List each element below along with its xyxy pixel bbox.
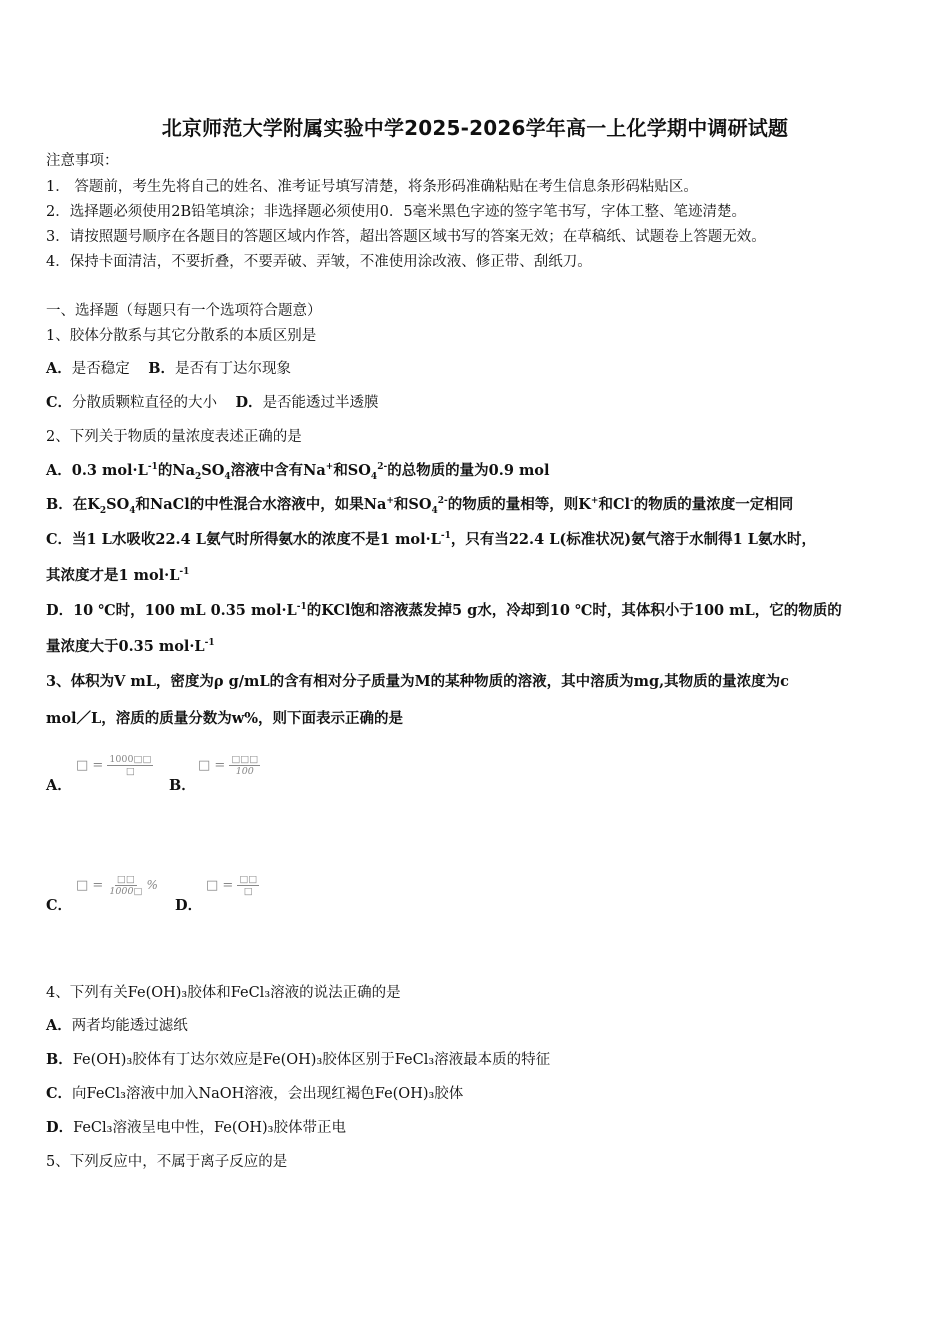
option-c-label: C．: [46, 531, 73, 548]
option-b-label: B．: [148, 360, 175, 377]
question-3-stem-line2: mol／L，溶质的质量分数为w%，则下面表示正确的是: [46, 710, 403, 727]
superscript: +: [386, 496, 394, 507]
text-part: 当1 L水吸收22.4 L氨气时所得氨水的浓度不是1 mol·L: [72, 531, 441, 548]
option-c-text: 分散质颗粒直径的大小: [72, 395, 218, 411]
notice-item-4: 4．保持卡面清洁，不要折叠，不要弄破、弄皱，不准使用涂改液、修正带、刮纸刀。: [46, 254, 592, 270]
superscript: 2-: [377, 462, 388, 473]
notice-item-2: 2．选择题必须使用2B铅笔填涂；非选择题必须使用0．5毫米黑色字迹的签字笔书写，字体工整、笔迹清楚。: [46, 204, 747, 220]
formula-percent: %: [146, 878, 158, 892]
formula-numerator: □□□: [231, 753, 259, 765]
question-1-stem: 1、胶体分散系与其它分散系的本质区别是: [46, 328, 317, 344]
option-d-text: FeCl₃溶液呈电中性，Fe(OH)₃胶体带正电: [73, 1120, 346, 1136]
formula-fraction: [107, 874, 144, 897]
formula-denominator: □: [125, 765, 135, 777]
text-part: 和NaCl的中性混合水溶液中，如果Na: [135, 496, 387, 513]
formula-numerator: □□: [116, 873, 135, 885]
notice-item-1: 1． 答题前，考生先将自己的姓名、准考证号填写清楚，将条形码准确粘贴在考生信息条形码粘贴区。: [46, 179, 698, 195]
text-part: 其浓度才是1 mol·L: [46, 567, 180, 584]
superscript: -1: [296, 602, 307, 613]
option-a-label: A．: [46, 462, 72, 479]
option-a-label: A．: [46, 1017, 72, 1034]
text-part: SO: [201, 462, 225, 479]
option-a-label: A．: [46, 360, 72, 377]
question-4-option-c: [46, 1084, 463, 1104]
question-1-options-cd: [46, 393, 379, 413]
text-part: SO: [106, 496, 130, 513]
formula-denominator: □: [243, 885, 253, 897]
question-5-stem: 5、下列反应中，不属于离子反应的是: [46, 1154, 288, 1170]
subscript: 2: [99, 505, 107, 516]
formula-denominator: 1000□: [109, 885, 143, 897]
question-2-option-d-line1: [46, 601, 842, 621]
question-4-option-a: [46, 1016, 188, 1036]
option-c-label: C．: [46, 897, 73, 914]
section-heading: 一、选择题（每题只有一个选项符合题意）: [46, 303, 322, 319]
option-b-label: B．: [46, 1051, 73, 1068]
question-4-option-d: [46, 1118, 346, 1138]
option-a-label: A．: [46, 777, 72, 794]
text-part: 的Na: [157, 462, 195, 479]
question-1-options-ab: [46, 359, 291, 379]
question-2-option-b: [46, 495, 793, 515]
formula-d-image: [206, 868, 259, 902]
formula-numerator: 1000□□: [109, 753, 152, 765]
notice-heading: 注意事项：: [46, 153, 119, 169]
formula-numerator: □□: [239, 873, 258, 885]
text-part: 的物质的量浓度一定相同: [633, 496, 794, 513]
option-a-text: 是否稳定: [71, 361, 130, 377]
question-4-stem: 4、下列有关Fe(OH)₃胶体和FeCl₃溶液的说法正确的是: [46, 985, 401, 1001]
text-part: 在K: [72, 496, 100, 513]
subscript: 4: [224, 471, 231, 482]
option-b-text: 是否有丁达尔现象: [174, 361, 291, 377]
text-part: 和Cl: [598, 496, 631, 513]
superscript: -1: [179, 567, 190, 578]
option-a-text: 两者均能透过滤纸: [71, 1018, 188, 1034]
formula-fraction: [107, 754, 153, 777]
option-c-label: C．: [46, 1085, 73, 1102]
option-d-label: D．: [46, 602, 74, 619]
question-2-option-a: [46, 461, 549, 481]
text-part: 和SO: [333, 462, 371, 479]
formula-b-image: [198, 748, 260, 782]
option-c-text: 向FeCl₃溶液中加入NaOH溶液，会出现红褐色Fe(OH)₃胶体: [72, 1086, 464, 1102]
option-d-text: 是否能透过半透膜: [262, 395, 379, 411]
text-part: 的KCl饱和溶液蒸发掉5 g水，冷却到10 ℃时，其体积小于100 mL，它的物质的: [306, 602, 842, 619]
formula-lhs: □ =: [206, 877, 234, 893]
question-2-option-c-line2: [46, 566, 189, 586]
text-part: 0.3 mol·L: [71, 462, 148, 479]
formula-c-image: [76, 868, 158, 902]
formula-lhs: □ =: [76, 757, 104, 773]
page-title: 北京师范大学附属实验中学2025-2026学年高一上化学期中调研试题: [161, 116, 789, 140]
option-d-label: D．: [235, 394, 263, 411]
option-c-label: C．: [46, 394, 73, 411]
subscript: 4: [431, 505, 438, 516]
formula-fraction: [229, 754, 260, 777]
superscript: +: [325, 462, 334, 473]
text-part: 的总物质的量为0.9 mol: [387, 462, 550, 479]
option-d-label: D．: [46, 1119, 74, 1136]
text-part: 和SO: [393, 496, 432, 513]
formula-denominator: 100: [235, 765, 254, 777]
formula-lhs: □ =: [76, 877, 104, 893]
option-b-label: B．: [46, 496, 73, 513]
superscript: 2-: [437, 496, 448, 507]
subscript: 4: [370, 471, 378, 482]
text-part: 10 ℃时，100 mL 0.35 mol·L: [73, 602, 297, 619]
superscript: -1: [204, 638, 215, 649]
subscript: 4: [129, 505, 136, 516]
subscript: 2: [194, 471, 202, 482]
superscript: -1: [147, 462, 158, 473]
formula-fraction: [237, 874, 259, 897]
text-part: 的物质的量相等，则K: [447, 496, 591, 513]
superscript: -1: [440, 531, 451, 542]
superscript: +: [590, 496, 599, 507]
text-part: 溶液中含有Na: [230, 462, 326, 479]
option-b-label: B．: [169, 777, 196, 794]
text-part: 量浓度大于0.35 mol·L: [46, 638, 205, 655]
superscript: -: [630, 496, 634, 507]
option-b-text: Fe(OH)₃胶体有丁达尔效应是Fe(OH)₃胶体区别于FeCl₃溶液最本质的特征: [72, 1052, 551, 1068]
formula-a-image: [76, 748, 153, 782]
text-part: ，只有当22.4 L(标准状况)氨气溶于水制得1 L氨水时，: [450, 531, 816, 548]
formula-lhs: □ =: [198, 757, 226, 773]
question-2-option-d-line2: [46, 637, 215, 657]
question-2-stem: 2、下列关于物质的量浓度表述正确的是: [46, 429, 302, 445]
question-2-option-c-line1: [46, 530, 816, 550]
question-3-stem-line1: 3、体积为V mL，密度为ρ g/mL的含有相对分子质量为M的某种物质的溶液，其中溶质为mg,其物质的量浓度为c: [46, 673, 789, 690]
notice-item-3: 3．请按照题号顺序在各题目的答题区域内作答，超出答题区域书写的答案无效；在草稿纸、试题卷上答题无效。: [46, 229, 766, 245]
question-4-option-b: [46, 1050, 550, 1070]
option-d-label: D．: [175, 897, 203, 914]
